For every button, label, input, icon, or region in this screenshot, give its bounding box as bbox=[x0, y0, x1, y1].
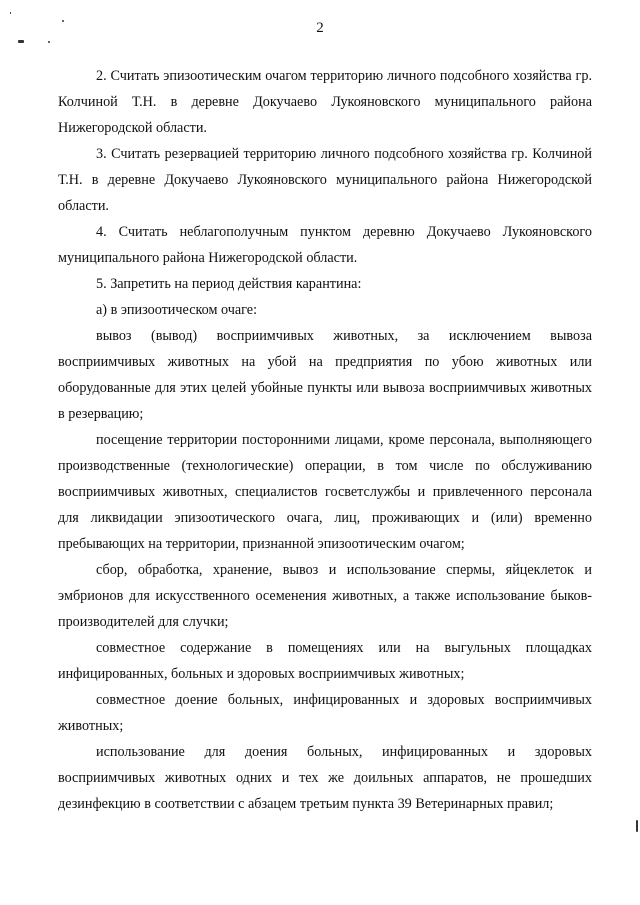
paragraph-joint-milking: совместное доение больных, инфицированных и здоровых восприимчивых животных; bbox=[58, 692, 592, 734]
paragraph-sperm-ban: сбор, обработка, хранение, вывоз и использование спермы, яйцеклеток и эмбрионов для искусственного осеменения животных, а также использование быков-производителей для случки; bbox=[58, 562, 592, 630]
subitem-a: а) в эпизоотическом очаге: bbox=[96, 302, 258, 318]
paragraph-visit-ban: посещение территории посторонними лицами, кроме персонала, выполняющего производственные (технологические) операции, в том числе по обслуживанию восприимчивых животных, специалистов госветслужбы и привлеченного персонала для ликвидации эпизоотического очага, лиц, проживающих и (или) временно пребывающих на территории, признанной эпизоотическим очагом; bbox=[58, 432, 592, 552]
paragraph-joint-keeping: совместное содержание в помещениях или на выгульных площадках инфицированных, больных и здоровых восприимчивых животных; bbox=[58, 640, 592, 682]
paragraph-3: 3. Считать резервацией территорию личного подсобного хозяйства гр. Колчиной Т.Н. в деревне Докучаево Лукояновского муниципального района Нижегородской области. bbox=[58, 146, 592, 214]
paragraph-export-ban: вывоз (вывод) восприимчивых животных, за исключением вывоза восприимчивых животных на убой на предприятия по убою животных или оборудованные для этих целей убойные пункты или вывоза восприимчивых животных в резервацию; bbox=[58, 328, 592, 422]
page-number: 2 bbox=[316, 20, 324, 36]
paragraph-2: 2. Считать эпизоотическим очагом территорию личного подсобного хозяйства гр. Колчиной Т.Н. в деревне Докучаево Лукояновского муниципального района Нижегородской области. bbox=[58, 68, 592, 136]
paragraph-5: 5. Запретить на период действия карантина: bbox=[96, 276, 362, 292]
document-body bbox=[58, 63, 592, 817]
paragraph-4: 4. Считать неблагополучным пунктом деревню Докучаево Лукояновского муниципального района Нижегородской области. bbox=[58, 224, 592, 266]
paragraph-milking-devices: использование для доения больных, инфицированных и здоровых восприимчивых животных одних и тех же доильных аппаратов, не прошедших дезинфекцию в соответствии с абзацем третьим пункта 39 Ветеринарных правил; bbox=[58, 744, 592, 812]
